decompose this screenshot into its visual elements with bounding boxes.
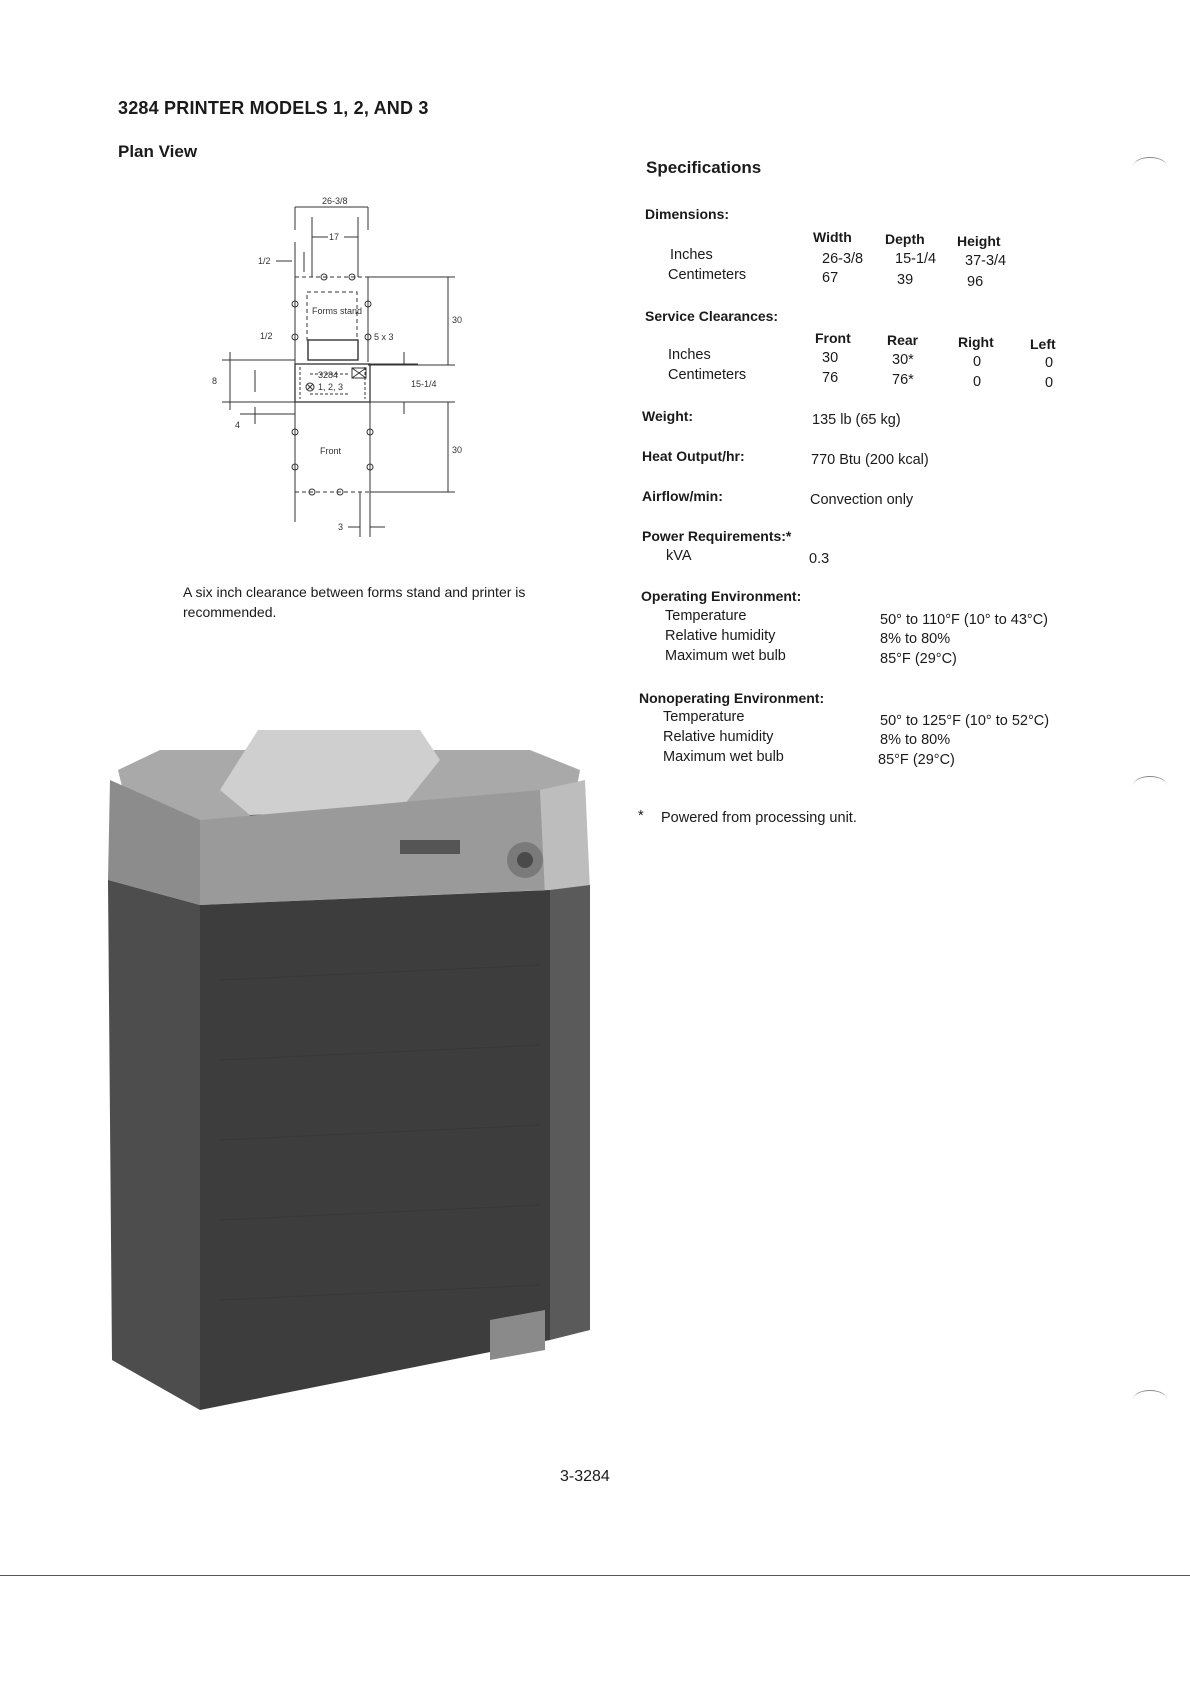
operating-label: Operating Environment: [641,588,802,604]
dim-cm-depth: 39 [897,272,914,288]
op-wetbulb-value: 85°F (29°C) [880,651,957,667]
front-label: Front [320,446,342,456]
plan-view-heading: Plan View [118,142,198,161]
dimensions-label: Dimensions: [645,206,730,222]
clr-row-centimeters: Centimeters [668,367,747,383]
dim-cm-width: 67 [822,270,839,286]
heat-label: Heat Output/hr: [642,448,745,464]
page-number: 3-3284 [560,1468,610,1485]
page-bottom-rule [0,1575,1190,1576]
specifications-heading: Specifications [646,158,762,177]
binder-hole-mark [1133,157,1167,176]
weight-value: 135 lb (65 kg) [812,412,901,428]
clr-inches-right: 0 [973,354,982,370]
printer-model-label: 3284 [318,370,339,380]
nonoperating-label: Nonoperating Environment: [639,690,825,706]
nonop-temp-label: Temperature [663,709,745,725]
nonop-temp-value: 50° to 125°F (10° to 52°C) [880,713,1050,729]
clr-header-left: Left [1030,336,1056,352]
dim-header-width: Width [813,229,852,245]
footnote-mark: * [638,808,644,824]
dim-inner-width: 17 [329,232,340,242]
dim-header-height: Height [957,233,1001,249]
clr-cm-right: 0 [973,374,982,390]
clr-header-right: Right [958,334,994,350]
weight-label: Weight: [642,408,694,424]
nonop-humidity-value: 8% to 80% [880,732,951,748]
dim-left-4: 4 [235,420,241,430]
power-value: 0.3 [809,551,830,567]
plan-view-diagram [200,192,500,572]
binder-hole-mark [1133,776,1167,795]
clr-cm-left: 0 [1045,375,1054,391]
forms-stand-text: Forms stand [312,306,363,316]
dim-half-mid: 1/2 [260,331,273,341]
clr-cm-front: 76 [822,370,839,386]
dim-cm-height: 96 [967,274,984,290]
power-label: Power Requirements:* [642,528,792,544]
power-unit: kVA [666,548,692,564]
op-humidity-value: 8% to 80% [880,631,951,647]
dim-row-inches: Inches [670,247,713,263]
nonop-wetbulb-value: 85°F (29°C) [878,752,955,768]
clr-inches-rear: 30* [892,352,914,368]
printer-models-label: 1, 2, 3 [318,382,344,392]
dim-rear-clear: 30 [452,315,463,325]
dim-depth: 15-1/4 [411,379,437,389]
dim-inches-height: 37-3/4 [965,253,1007,269]
dim-left-8: 8 [212,376,218,386]
page-title: 3284 PRINTER MODELS 1, 2, AND 3 [118,98,429,118]
op-humidity-label: Relative humidity [665,628,776,644]
dim-five-by-three: 5 x 3 [374,332,394,342]
clr-inches-left: 0 [1045,355,1054,371]
dim-overall-width: 26-3/8 [322,196,348,206]
dim-header-depth: Depth [885,231,925,247]
printer-photo [100,720,600,1420]
dim-bottom-3: 3 [338,522,344,532]
service-clearances-label: Service Clearances: [645,308,779,324]
airflow-value: Convection only [810,492,914,508]
clearance-note: A six inch clearance between forms stand and printer is recommended. [183,584,526,620]
forms-stand-label [312,306,362,316]
clr-cm-rear: 76* [892,372,914,388]
dim-inches-width: 26-3/8 [822,251,864,267]
clr-header-rear: Rear [887,332,919,348]
dim-half-top: 1/2 [258,256,271,266]
op-temp-value: 50° to 110°F (10° to 43°C) [880,612,1049,628]
clr-inches-front: 30 [822,350,839,366]
clr-row-inches: Inches [668,347,711,363]
op-temp-label: Temperature [665,608,747,624]
dim-front-clear: 30 [452,445,463,455]
heat-value: 770 Btu (200 kcal) [811,452,929,468]
nonop-humidity-label: Relative humidity [663,729,774,745]
footnote-text: Powered from processing unit. [661,810,857,826]
airflow-label: Airflow/min: [642,488,723,504]
dim-row-centimeters: Centimeters [668,267,747,283]
binder-hole-mark [1133,1390,1167,1409]
nonop-wetbulb-label: Maximum wet bulb [663,749,784,765]
dim-inches-depth: 15-1/4 [895,251,937,267]
clr-header-front: Front [815,330,851,346]
op-wetbulb-label: Maximum wet bulb [665,648,786,664]
